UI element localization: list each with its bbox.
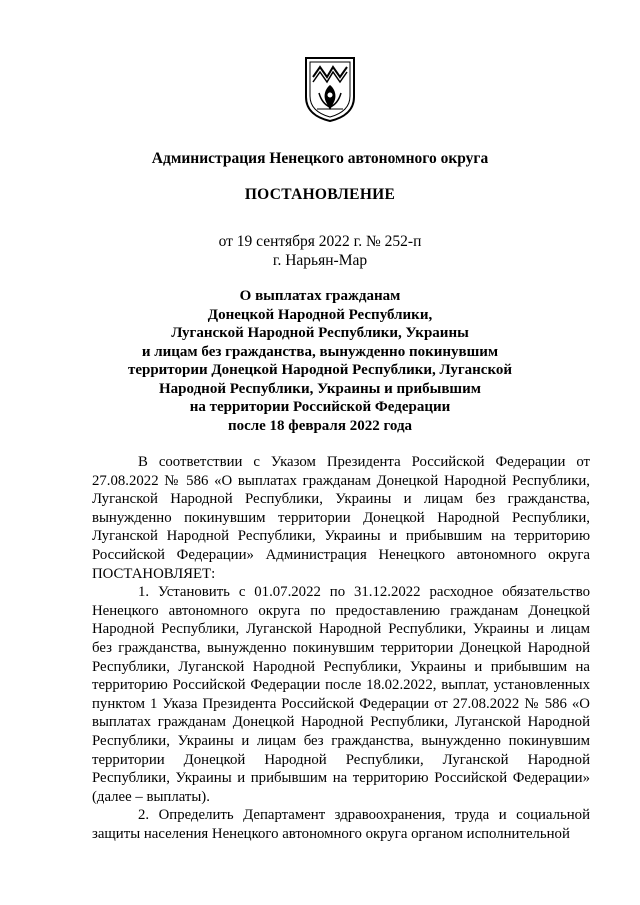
nenets-coat-of-arms-icon (303, 55, 357, 123)
document-title (60, 287, 580, 435)
title-line: на территории Российской Федерации (189, 399, 451, 415)
paragraph-item-2: 2. Определить Департамент здравоохранения, труда и социальной защиты населения Ненецкого автономного округа органом исполнительной (92, 807, 590, 842)
document-date-number: от 19 сентября 2022 г. № 252-п (218, 233, 422, 250)
paragraph-preamble: В соответствии с Указом Президента Российской Федерации от 27.08.2022 № 586 «О выплатах гражданам Донецкой Народной Республики, Луганской Народной Республики, Украины и лицам без гражданства, вынужденно покинувшим территории Донецкой Народной Республики, Луганской Народной Республики, Украины и прибывшим на территорию Российской Федерации» Администрация Ненецкого автономного округа ПОСТАНОВЛЯЕТ: (92, 454, 590, 582)
document-city: г. Нарьян-Мар (272, 252, 368, 269)
title-line: Луганской Народной Республики, Украины (171, 325, 469, 341)
document-type: ПОСТАНОВЛЕНИЕ (244, 186, 396, 203)
title-line: О выплатах гражданам (239, 288, 401, 304)
document-body (92, 453, 590, 843)
paragraph-item-1: 1. Установить с 01.07.2022 по 31.12.2022 расходное обязательство Ненецкого автономного округа по предоставлению гражданам Донецкой Народной Республики, Луганской Народной Республики, Украины и лицам без гражданства, вынужденно покинувшим территории Донецкой Народной Республики, Луганской Народной Республики, Украины и прибывшим на территорию Российской Федерации после 18.02.2022, выплат, установленных пунктом 1 Указа Президента Российской Федерации от 27.08.2022 № 586 «О выплатах гражданам Донецкой Народной Республики, Луганской Народной Республики, Украины и лицам без гражданства, вынужденно покинувшим территории Донецкой Народной Республики, Луганской Народной Республики, Украины и прибывшим на территорию Российской Федерации» (далее – выплаты). (92, 584, 590, 805)
organization-name: Администрация Ненецкого автономного округа (151, 150, 489, 167)
title-line: Народной Республики, Украины и прибывшим (159, 380, 481, 397)
title-line: территории Донецкой Народной Республики, Луганской (127, 362, 513, 378)
title-line: после 18 февраля 2022 года (227, 417, 413, 434)
title-line: Донецкой Народной Республики, (207, 306, 433, 323)
title-line: и лицам без гражданства, вынужденно покинувшим (141, 343, 499, 360)
